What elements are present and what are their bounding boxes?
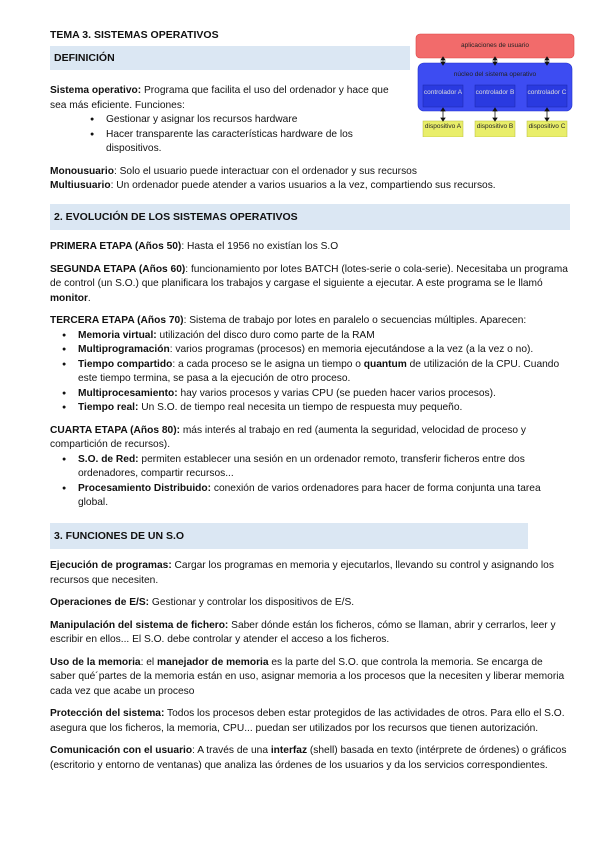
e2-text: : funcionamiento por lotes BATCH (lotes-serie o cola-serie). Necesitaba un programa de control (un S.O.) que planificara los trabajos y cargase el siguiente a ejecutar. A este programa se le llamó <box>50 263 568 289</box>
item-text: : el <box>140 656 158 668</box>
item-bold: Operaciones de E/S: <box>50 597 150 608</box>
etapa-4 <box>50 424 570 453</box>
item-bold: Tiempo real: <box>78 402 139 413</box>
multiusuario-line <box>50 179 570 194</box>
list-item: ● Hacer transparente las características hardware de los dispositivos. <box>50 128 402 157</box>
item-text: Saber dónde están los ficheros, cómo se llaman, abrir y cerrarlos, leer y escribir en ellos... El S.O. debe controlar y atender el acceso a los ficheros. <box>50 619 556 645</box>
funcion-item <box>50 619 570 648</box>
item-text: : varios programas (procesos) en memoria ejecutándose a la vez (a la vez o no). <box>169 344 534 355</box>
diagram-ctrl-a: controlador A <box>423 89 463 96</box>
item-bold: Multiprogramación <box>78 344 170 355</box>
item-text: es la parte del S.O. que controla la memoria. Se encarga de saber qué´partes de la memoria están en uso, asignar memoria a los procesos que la necesiten y liberar memoria cada vez que acabe un proceso <box>50 656 565 697</box>
item-bold: Procesamiento Distribuido: <box>78 482 212 494</box>
item-text: utilización del disco duro como parte de la RAM <box>156 329 375 341</box>
section-header-funciones: 3. FUNCIONES DE UN S.O <box>50 523 528 550</box>
so-text: Programa que facilita el uso del ordenador y hace que sea más eficiente. Funciones: <box>50 85 389 111</box>
diagram-dev-a: dispositivo A <box>424 123 462 130</box>
item-bold: Manipulación del sistema de fichero: <box>50 619 229 631</box>
item-bold: quantum <box>363 358 407 370</box>
e2-end: . <box>87 292 91 304</box>
e1-text: : Hasta el 1956 no existían los S.O <box>181 241 339 252</box>
etapa-1 <box>50 240 570 255</box>
diagram-kernel-label: núcleo del sistema operativo <box>453 71 537 78</box>
etapa-3-list <box>50 329 570 416</box>
funcion-item <box>50 559 570 588</box>
item-text: Un S.O. de tiempo real necesita un tiempo de respuesta muy pequeño. <box>138 402 463 413</box>
item-bold: Tiempo compartido <box>78 358 173 370</box>
e3-label: TERCERA ETAPA (Años 70) <box>50 315 184 326</box>
diagram-dev-b: dispositivo B <box>476 123 514 130</box>
item-bold: Memoria virtual: <box>78 329 157 341</box>
funcion-item <box>50 707 570 736</box>
diagram-apps-label: aplicaciones de usuario <box>461 42 529 49</box>
monousuario-line <box>50 165 570 180</box>
diagram-dev-c: dispositivo C <box>528 123 566 130</box>
item-bold: Comunicación con el usuario <box>50 745 193 756</box>
document-page <box>50 28 570 773</box>
e1-label: PRIMERA ETAPA (Años 50) <box>50 241 182 252</box>
funcion-item <box>50 656 570 700</box>
mono-text: : Solo el usuario puede interactuar con el ordenador y sus recursos <box>113 165 417 177</box>
list-item <box>50 343 570 358</box>
item-bold: Ejecución de programas: <box>50 560 172 571</box>
e4-text: más interés al trabajo en red (aumenta la seguridad, velocidad de proceso y compartición de recursos). <box>50 424 526 450</box>
list-item <box>50 358 570 387</box>
doc-title: TEMA 3. SISTEMAS OPERATIVOS <box>50 29 219 41</box>
item-text: de utilización de la CPU. Cuando este tiempo termina, se pasa a la ejecución de otro proceso. <box>78 358 560 384</box>
diagram-ctrl-b: controlador B <box>475 89 515 96</box>
list-item <box>50 482 570 511</box>
list-item <box>50 453 570 482</box>
section-header-evolucion: 2. EVOLUCIÓN DE LOS SISTEMAS OPERATIVOS <box>50 204 570 231</box>
multi-text: : Un ordenador puede atender a varios usuarios a la vez, compartiendo sus recursos. <box>110 180 496 191</box>
e2-label: SEGUNDA ETAPA (Años 60) <box>50 263 186 275</box>
list-item: ● Gestionar y asignar los recursos hardware <box>50 113 402 128</box>
funcion-item <box>50 744 570 773</box>
item-bold: Multiprocesamiento: <box>78 387 178 399</box>
mono-label: Monousuario <box>50 165 114 177</box>
etapa-3 <box>50 314 570 329</box>
list-item <box>50 387 570 402</box>
item-text: : A través de una <box>192 745 271 756</box>
item-bold: manejador de memoria <box>157 656 269 668</box>
e4-label: CUARTA ETAPA (Años 80): <box>50 424 180 436</box>
so-label: Sistema operativo: <box>50 85 142 96</box>
section-header-definicion: DEFINICIÓN <box>50 46 410 71</box>
item-text: Todos los procesos deben estar protegidos de las actividades de otros. Para ello el S.O. asegura que los ficheros, la memoria, CPU... puedan ser utilizados por los recursos que tienen autorización. <box>50 708 565 734</box>
item-bold: S.O. de Red: <box>78 453 139 465</box>
so-functions-list <box>50 113 402 157</box>
etapa-2 <box>50 263 570 307</box>
item-bold: Protección del sistema: <box>50 708 165 719</box>
list-item <box>50 329 570 344</box>
multi-label: Multiusuario <box>50 180 111 191</box>
item-text: : a cada proceso se le asigna un tiempo o <box>172 358 364 370</box>
item-bold: Uso de la memoria <box>50 656 141 668</box>
item-text: (shell) basada en texto (intérprete de órdenes) o gráficos (escritorio y entorno de ventanas) que analiza las órdenes de los usuarios y da los servicios correspondientes. <box>50 745 567 771</box>
list-item <box>50 401 570 416</box>
so-definition <box>50 84 402 113</box>
item-text: permiten establecer una sesión en un ordenador remoto, transferir ficheros entre dos ordenadores, compartir recursos... <box>78 453 525 479</box>
item-bold: interfaz <box>270 745 308 756</box>
etapa-4-list <box>50 453 570 511</box>
e3-text: : Sistema de trabajo por lotes en paralelo o secuencias múltiples. Aparecen: <box>183 315 527 326</box>
item-text: Cargar los programas en memoria y ejecutarlos, llevando su control y asignando los recursos que necesiten. <box>50 560 554 586</box>
item-text: hay varios procesos y varias CPU (se pueden hacer varios procesos). <box>177 387 496 399</box>
item-text: conexión de varios ordenadores para hacer de forma conjunta una tarea global. <box>78 482 541 508</box>
item-text: Gestionar y controlar los dispositivos de E/S. <box>149 597 355 608</box>
e2-bold: monitor <box>50 292 88 304</box>
funcion-item <box>50 596 570 611</box>
diagram-ctrl-c: controlador C <box>527 89 567 96</box>
